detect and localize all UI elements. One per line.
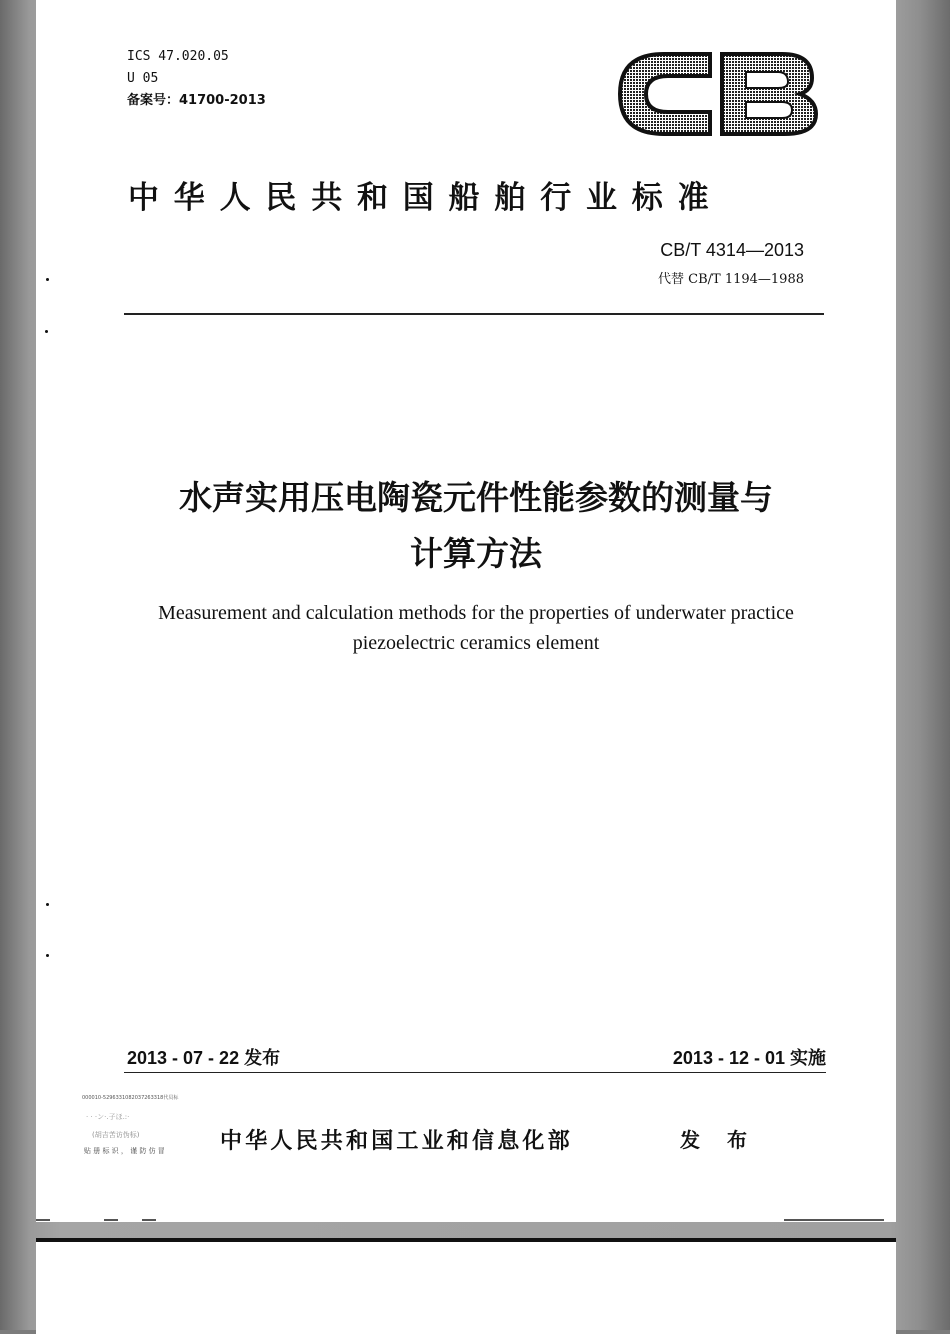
ccs-code: U 05 xyxy=(127,71,159,86)
scan-speck xyxy=(45,330,48,333)
replaces-standard: 代替 CB/T 1194—1988 xyxy=(658,272,804,287)
scan-speck xyxy=(46,903,49,906)
title-en-line2: piezoelectric ceramics element xyxy=(352,632,600,654)
document-page xyxy=(36,0,896,1222)
scan-speck xyxy=(46,278,49,281)
stamp-line4: 贴 册 标 识 ， 谨 防 仿 冒 xyxy=(84,1147,165,1155)
anti-counterfeit-stamp xyxy=(82,1094,192,1158)
page-edge-mark xyxy=(104,1219,118,1221)
next-page-edge xyxy=(36,1238,896,1334)
stamp-line2: · · ·ン·.子ほ.:· xyxy=(86,1113,130,1121)
record-number: 备案号：41700-2013 xyxy=(127,93,266,108)
issued-label: 发 布 xyxy=(680,1128,757,1152)
document-title-chinese xyxy=(36,470,916,582)
classification-block xyxy=(127,46,266,112)
publish-date: 2013 - 07 - 22 发布 xyxy=(127,1048,281,1068)
issuing-ministry: 中华人民共和国工业和信息化部 xyxy=(220,1129,573,1154)
industry-standard-title: 中华人民共和国船舶行业标准 xyxy=(128,180,724,216)
footer-rule xyxy=(124,1072,826,1073)
document-title-english xyxy=(36,598,916,658)
cb-logo xyxy=(612,46,824,142)
title-en-line1: Measurement and calculation methods for the properties of underwater practice xyxy=(158,602,794,624)
title-cn-line1: 水声实用压电陶瓷元件性能参数的测量与 xyxy=(179,478,773,517)
stamp-line3: (胡吉苦访伪标) xyxy=(92,1131,140,1139)
title-cn-line2: 计算方法 xyxy=(410,534,542,573)
stamp-serial: 000010-5296331082037263318代员标 xyxy=(82,1095,179,1101)
page-edge-mark xyxy=(36,1219,50,1221)
scan-speck xyxy=(46,954,49,957)
page-edge-mark xyxy=(142,1219,156,1221)
standard-number: CB/T 4314—2013 xyxy=(660,240,804,260)
implement-date: 2013 - 12 - 01 实施 xyxy=(672,1048,826,1068)
page-edge-mark xyxy=(784,1219,884,1221)
header-rule xyxy=(124,313,824,315)
ics-code: ICS 47.020.05 xyxy=(127,49,229,64)
